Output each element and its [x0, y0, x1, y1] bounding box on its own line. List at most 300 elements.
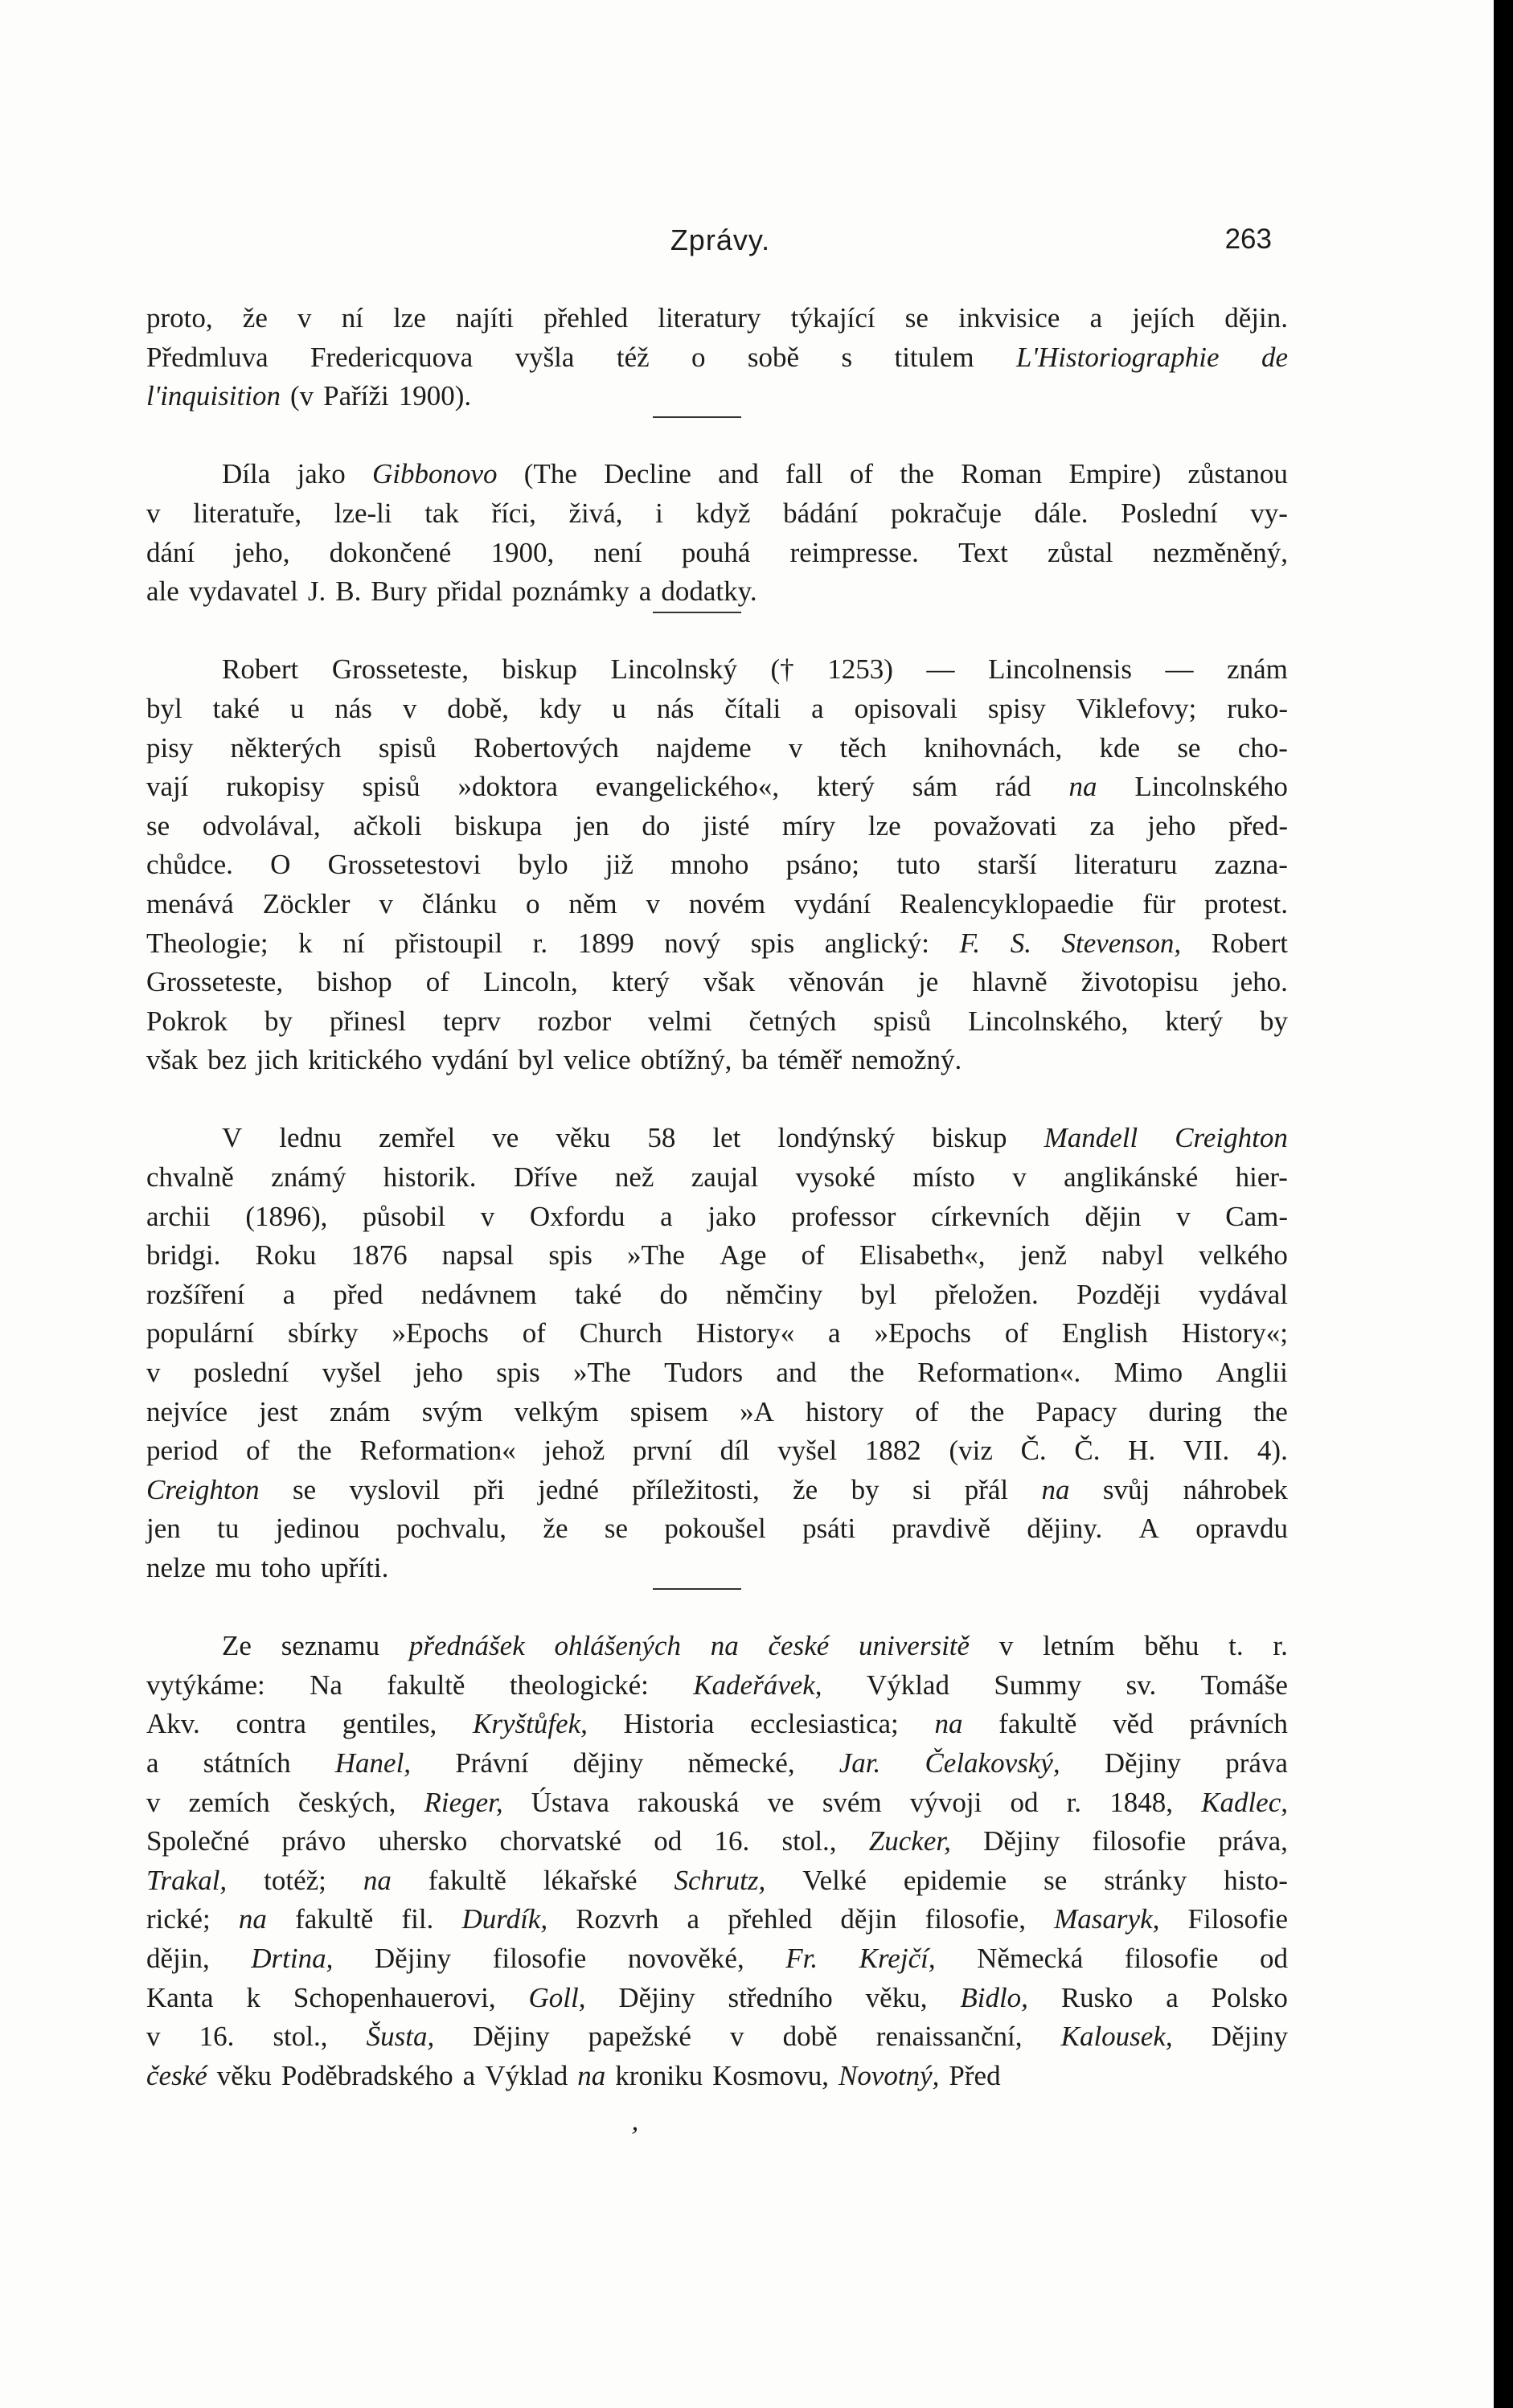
word: pravdivě — [892, 1513, 990, 1545]
text-line — [146, 1276, 1288, 1315]
word: 1899 — [577, 927, 634, 959]
word: of — [801, 1239, 825, 1272]
word: jedinou — [275, 1513, 360, 1545]
word: (viz — [949, 1435, 993, 1467]
word: novém — [688, 887, 766, 919]
text-line — [146, 1002, 1288, 1042]
word: of — [246, 1435, 270, 1467]
word: biskup — [502, 653, 577, 686]
word: reimpresse. — [789, 536, 919, 568]
word: S. — [1010, 927, 1031, 959]
word: pochvalu, — [396, 1513, 507, 1545]
word: nabyl — [1101, 1239, 1164, 1272]
word: velkým — [514, 1395, 599, 1427]
word: od — [654, 1825, 683, 1857]
word: stol., — [781, 1825, 837, 1857]
word: nás — [656, 692, 695, 724]
word: říci, — [491, 497, 536, 529]
word: ohlášených — [554, 1630, 681, 1662]
word: upříti. — [320, 1552, 389, 1583]
word: Zucker, — [868, 1825, 951, 1857]
word: biskup — [932, 1122, 1007, 1154]
word: L'Historiographie — [1016, 341, 1220, 373]
word: věd — [1113, 1708, 1154, 1740]
word: Díla — [222, 458, 271, 490]
word: Ze — [222, 1630, 252, 1662]
word: a — [811, 692, 824, 724]
word: vydání — [432, 1044, 509, 1076]
paragraph — [146, 650, 1288, 1080]
word: si — [912, 1473, 932, 1505]
text-line — [146, 377, 1288, 416]
word: na — [363, 1864, 392, 1896]
word: letním — [1043, 1630, 1115, 1662]
word: History«; — [1181, 1317, 1288, 1349]
word: O — [270, 849, 291, 881]
word: Kadlec, — [1201, 1786, 1288, 1818]
section-separator-rule — [653, 416, 741, 418]
word: renaissanční, — [875, 2021, 1023, 2053]
text-line — [146, 338, 1288, 378]
word: státních — [203, 1747, 291, 1779]
word: dějin, — [146, 1942, 210, 1974]
word: Později — [1076, 1278, 1161, 1310]
word: bez — [207, 1044, 247, 1076]
word: Grossetestovi — [327, 849, 482, 881]
word: než — [614, 1161, 654, 1194]
word: při — [473, 1473, 505, 1505]
word: lékařské — [543, 1864, 638, 1896]
word: nedávnem — [420, 1278, 537, 1310]
word: Oxfordu — [529, 1200, 625, 1232]
word: je — [918, 966, 939, 998]
word: v — [788, 731, 803, 764]
word: pokoušel — [664, 1513, 766, 1545]
text-line — [146, 1471, 1288, 1510]
word: sv. — [1126, 1669, 1157, 1701]
word: r. — [1066, 1786, 1082, 1818]
word: v — [379, 887, 393, 919]
word: menává — [146, 887, 234, 919]
text-line — [146, 455, 1288, 494]
word: běhu — [1144, 1630, 1199, 1662]
word: »The — [627, 1239, 685, 1272]
word: spisem — [629, 1395, 709, 1427]
word: článku — [421, 887, 498, 919]
word: na — [710, 1630, 739, 1662]
word: spisů — [378, 731, 437, 764]
word: 4). — [1257, 1435, 1288, 1467]
word: přehled — [543, 302, 629, 334]
word: středního — [728, 1981, 833, 2013]
word: kroniku — [615, 2059, 703, 2091]
word: fall — [785, 458, 823, 490]
word: chvalně — [146, 1161, 234, 1194]
word: professor — [791, 1200, 896, 1232]
word: »The — [572, 1357, 631, 1389]
word: znám — [329, 1395, 391, 1427]
word: filosofie — [492, 1942, 587, 1974]
word: místo — [912, 1161, 975, 1194]
word: do — [642, 809, 670, 842]
word: of — [915, 1395, 939, 1427]
word: Rozvrh — [576, 1903, 659, 1935]
word: době, — [447, 692, 510, 724]
word: 16. — [714, 1825, 750, 1857]
word: vyšel — [322, 1357, 382, 1389]
word: zůstal — [1048, 536, 1113, 568]
word: Před — [949, 2059, 1001, 2091]
word: evangelického«, — [595, 771, 780, 803]
word: na — [1068, 771, 1097, 803]
word: opravdu — [1195, 1513, 1288, 1545]
word: Dějiny — [1211, 2021, 1288, 2053]
word: Novotný, — [839, 2059, 940, 2091]
word: 1876 — [351, 1239, 408, 1272]
word: let — [712, 1122, 741, 1154]
word: Creighton — [146, 1473, 260, 1505]
word: Ústava — [531, 1786, 609, 1818]
word: vy- — [1250, 497, 1288, 529]
word: spis — [496, 1357, 540, 1389]
word: zazna- — [1214, 849, 1288, 881]
word: jako — [707, 1200, 756, 1232]
word: J. — [307, 575, 326, 608]
word: Dějiny — [618, 1981, 695, 2013]
word: Gibbonovo — [372, 458, 498, 490]
word: jich — [256, 1044, 299, 1076]
word: a — [638, 575, 652, 608]
word: fakultě — [295, 1903, 374, 1935]
word: vají — [146, 771, 189, 803]
word: v — [998, 1630, 1014, 1662]
word: VII. — [1183, 1435, 1230, 1467]
word: rozšíření — [146, 1278, 245, 1310]
word: mnoho — [670, 849, 749, 881]
word: Elisabeth«, — [859, 1239, 986, 1272]
word: Dříve — [513, 1161, 578, 1194]
word: životopisu — [1080, 966, 1199, 998]
word: 1848, — [1109, 1786, 1173, 1818]
word: jehož — [543, 1435, 605, 1467]
word: spisy — [987, 692, 1046, 724]
word: obtížný, — [640, 1044, 732, 1076]
word: poznámky — [511, 575, 629, 608]
word: přinesl — [329, 1005, 407, 1037]
word: k — [298, 927, 313, 959]
word: jest — [259, 1395, 298, 1427]
word: Trakal, — [146, 1864, 228, 1896]
word: lze — [393, 302, 426, 334]
paragraph — [146, 455, 1288, 611]
word: of — [849, 458, 873, 490]
word: týkající — [790, 302, 875, 334]
word: se — [1044, 1864, 1068, 1896]
word: Age — [720, 1239, 767, 1272]
word: v — [646, 887, 660, 919]
word: českých, — [297, 1786, 396, 1818]
word: during — [1148, 1395, 1222, 1427]
word: literaturu — [1074, 849, 1178, 881]
word: jen — [574, 809, 609, 842]
word: u — [289, 692, 305, 724]
word: Na — [310, 1669, 342, 1701]
word: velkého — [1199, 1239, 1288, 1272]
word: v — [146, 1786, 161, 1818]
word: filosofie, — [925, 1903, 1026, 1935]
word: Dějiny — [473, 2021, 550, 2053]
word: Lincolnský — [610, 653, 737, 686]
word: filosofie — [1124, 1942, 1219, 1974]
text-line — [146, 1041, 1288, 1080]
word: když — [695, 497, 751, 529]
word: vydával — [1199, 1278, 1288, 1310]
word: toho — [260, 1552, 311, 1583]
word: české — [146, 2059, 207, 2091]
word: Theologie; — [146, 927, 269, 959]
word: (1896), — [245, 1200, 328, 1232]
word: velice — [564, 1044, 631, 1076]
text-line — [146, 1744, 1288, 1783]
word: Kalousek, — [1060, 2021, 1173, 2053]
word: tak — [424, 497, 459, 529]
word: s — [841, 341, 853, 373]
word: »Epochs — [392, 1317, 489, 1349]
word: Text — [958, 536, 1008, 568]
word: k — [246, 1981, 260, 2013]
text-line — [146, 1158, 1288, 1198]
word: velmi — [647, 1005, 712, 1037]
word: na — [577, 2059, 606, 2091]
word: (The — [523, 458, 577, 490]
word: 16. — [199, 2021, 235, 2053]
word: přál — [964, 1473, 1009, 1505]
word: Filosofie — [1187, 1903, 1288, 1935]
word: dějin. — [1224, 302, 1288, 334]
word: na — [934, 1708, 963, 1740]
word: a — [462, 2059, 476, 2091]
text-line — [146, 1549, 1288, 1588]
word: cho- — [1237, 731, 1288, 764]
word: a — [1089, 302, 1103, 334]
word: v — [146, 1357, 161, 1389]
word: Schopenhauerovi, — [293, 1981, 496, 2013]
word: nelze — [146, 1552, 206, 1583]
article-body — [146, 299, 1288, 2095]
word: († — [770, 653, 794, 686]
word: fakultě — [428, 1864, 506, 1896]
word: rád — [994, 771, 1031, 803]
word: spisů — [362, 771, 420, 803]
word: Zöckler — [262, 887, 351, 919]
word: (v — [289, 380, 314, 412]
word: spis — [548, 1239, 592, 1272]
word: do — [659, 1278, 688, 1310]
word: příležitosti, — [632, 1473, 760, 1505]
text-line — [146, 963, 1288, 1002]
text-line — [146, 1822, 1288, 1861]
text-line — [146, 494, 1288, 534]
text-line — [146, 1393, 1288, 1432]
word: the — [850, 1357, 884, 1389]
word: dání — [146, 536, 195, 568]
section-gap — [146, 1080, 1288, 1120]
word: práva, — [1218, 1825, 1288, 1857]
word: biskupa — [454, 809, 543, 842]
word: jedné — [538, 1473, 599, 1505]
word: Grosseteste, — [331, 653, 469, 686]
text-line — [146, 1979, 1288, 2018]
word: a — [828, 1317, 841, 1349]
text-line — [146, 690, 1288, 729]
word: Bidlo, — [960, 1981, 1028, 2013]
word: für — [1142, 887, 1176, 919]
word: Reformation« — [359, 1435, 516, 1467]
word: jisté — [703, 809, 750, 842]
word: téměř — [777, 1044, 843, 1076]
word: přednášek — [408, 1630, 525, 1662]
word: Church — [579, 1317, 662, 1349]
word: ruko- — [1227, 692, 1288, 724]
text-line — [146, 1198, 1288, 1237]
word: novověké, — [627, 1942, 744, 1974]
word: náhrobek — [1183, 1473, 1288, 1505]
word: Šusta, — [366, 2021, 435, 2053]
word: Poslední — [1121, 497, 1218, 529]
word: se — [1177, 731, 1201, 764]
word: v — [146, 2021, 161, 2053]
word: jeho. — [1232, 966, 1288, 998]
word: na — [238, 1903, 267, 1935]
word: i — [655, 497, 663, 529]
word: ačkoli — [353, 809, 422, 842]
word: odvolával, — [202, 809, 321, 842]
word: době — [782, 2021, 838, 2053]
word: vyslovil — [349, 1473, 441, 1505]
word: sbírky — [288, 1317, 359, 1349]
word: — — [1165, 653, 1194, 686]
word: Lincolnensis — [988, 653, 1132, 686]
word: přehled — [728, 1903, 813, 1935]
word: byl — [146, 692, 182, 724]
word: najíti — [456, 302, 514, 334]
word: lze-li — [334, 497, 392, 529]
word: Německá — [977, 1942, 1084, 1974]
word: v — [1176, 1200, 1191, 1232]
word: Mimo — [1113, 1357, 1183, 1389]
word: v — [297, 302, 312, 334]
word: psáti — [802, 1513, 856, 1545]
word: r. — [532, 927, 548, 959]
word: přeložen. — [934, 1278, 1039, 1310]
word: Reformation«. — [917, 1357, 1081, 1389]
word: Krejčí, — [859, 1942, 936, 1974]
word: knihovnách, — [924, 731, 1063, 764]
word: míry — [782, 809, 836, 842]
word: v — [1012, 1161, 1027, 1194]
word: 58 — [647, 1122, 676, 1154]
word: a — [146, 1747, 159, 1779]
word: English — [1061, 1317, 1148, 1349]
word: Hanel, — [334, 1747, 412, 1779]
word: de — [1261, 341, 1288, 373]
word: Společné — [146, 1825, 250, 1857]
word: považovati — [933, 809, 1057, 842]
word: vydavatel — [188, 575, 298, 608]
word: na — [1041, 1473, 1070, 1505]
word: history — [805, 1395, 884, 1427]
word: zemřel — [379, 1122, 456, 1154]
word: v — [146, 497, 161, 529]
word: stránky — [1104, 1864, 1187, 1896]
word: Č. — [1074, 1435, 1101, 1467]
word: v — [480, 1200, 495, 1232]
word: Viklefovy; — [1076, 692, 1197, 724]
running-head — [153, 223, 1288, 264]
word: the — [900, 458, 934, 490]
word: Schrutz, — [674, 1864, 766, 1896]
word: t. — [1228, 1630, 1244, 1662]
word: the — [1253, 1395, 1288, 1427]
text-line — [146, 1861, 1288, 1901]
text-line — [146, 1705, 1288, 1744]
word: Papacy — [1035, 1395, 1117, 1427]
word: History« — [695, 1317, 795, 1349]
word: literatury — [658, 302, 761, 334]
word: Grosseteste, — [146, 966, 284, 998]
word: jeho — [1147, 809, 1196, 842]
text-line — [146, 2057, 1288, 2096]
word: dokončené — [329, 536, 452, 568]
word: že — [543, 1513, 568, 1545]
word: Dějiny — [1104, 1747, 1182, 1779]
word: Právní — [455, 1747, 529, 1779]
word: Paříži — [323, 380, 389, 412]
word: dějiny — [572, 1747, 644, 1779]
section-gap — [146, 416, 1288, 456]
word: spisů — [873, 1005, 932, 1037]
word: rakouská — [638, 1786, 740, 1818]
word: Realencyklopaedie — [900, 887, 1114, 919]
word: 1882 — [864, 1435, 921, 1467]
word: svůj — [1102, 1473, 1150, 1505]
word: Rieger, — [424, 1786, 503, 1818]
word: zemích — [188, 1786, 270, 1818]
word: nový — [664, 927, 721, 959]
word: Goll, — [528, 1981, 586, 2013]
word: živá, — [568, 497, 623, 529]
word: Kryštůfek, — [473, 1708, 588, 1740]
word: poslední — [193, 1357, 289, 1389]
word: sobě — [747, 341, 800, 373]
word: nás — [334, 692, 372, 724]
text-line — [146, 1314, 1288, 1353]
word: kde — [1099, 731, 1141, 764]
word: l'inquisition — [146, 380, 281, 412]
word: Historia — [623, 1708, 715, 1740]
word: jeho — [414, 1357, 464, 1389]
word: hier- — [1235, 1161, 1288, 1194]
word: mu — [215, 1552, 252, 1583]
word: Výklad — [485, 2059, 568, 2091]
word: populární — [146, 1317, 255, 1349]
word: věku, — [865, 1981, 928, 2013]
word: Stevenson, — [1061, 927, 1182, 959]
word: v — [730, 2021, 744, 2053]
text-line — [146, 572, 1288, 612]
word: pokračuje — [890, 497, 1002, 529]
word: Roku — [255, 1239, 317, 1272]
